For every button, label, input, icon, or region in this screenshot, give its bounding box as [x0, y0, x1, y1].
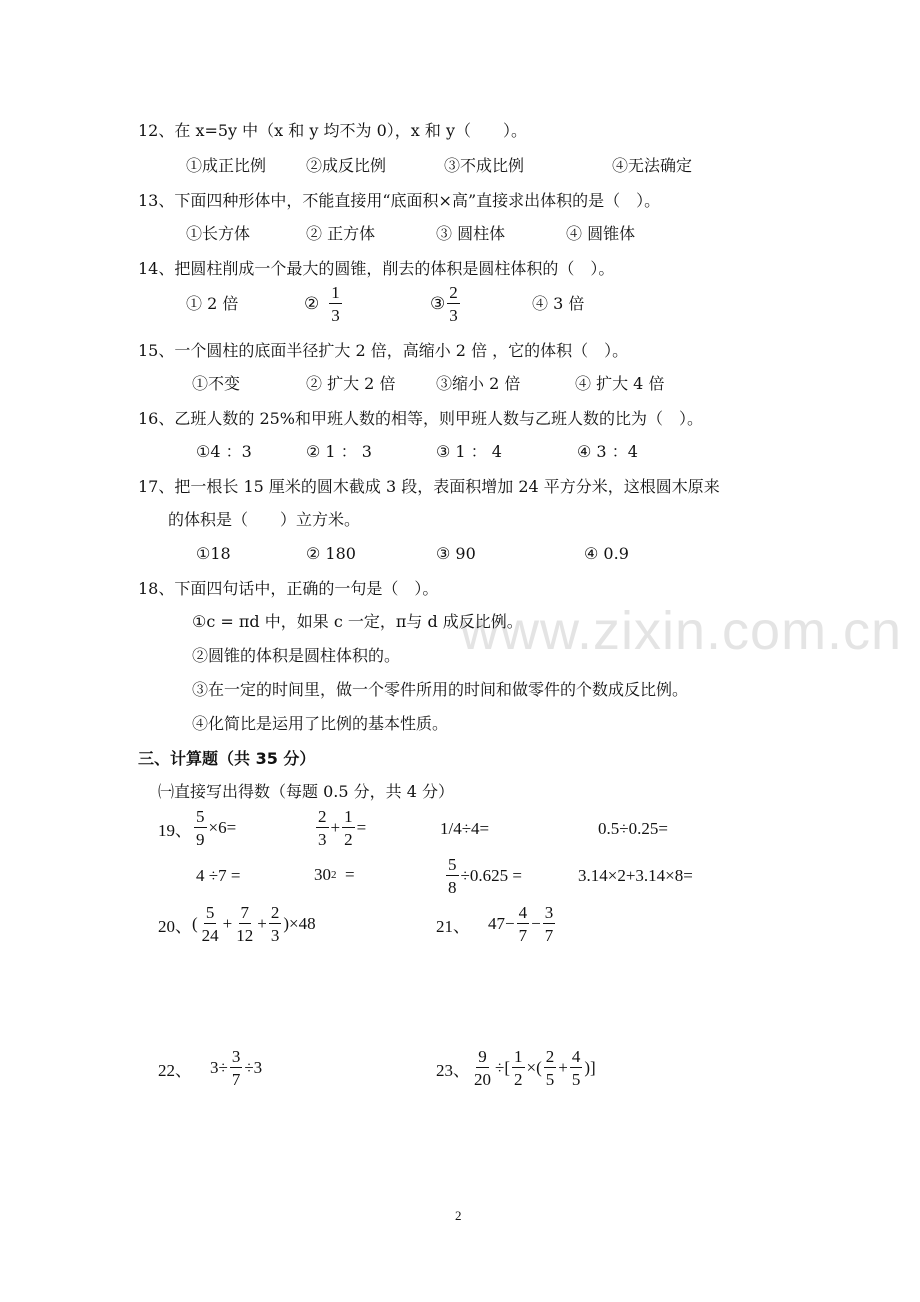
q15-option-2: ② 扩大 2 倍 — [306, 374, 396, 393]
fraction — [316, 808, 329, 848]
fraction-denominator: 24 — [201, 926, 219, 945]
fraction-numerator: 2 — [270, 903, 280, 922]
question-18-stem: 18、下面四句话中，正确的一句是（ ）。 — [138, 579, 439, 598]
fraction-numerator: 2 — [545, 1047, 555, 1066]
fraction-denominator: 2 — [514, 1070, 523, 1089]
calc-expression-7 — [444, 856, 522, 896]
fraction-denominator: 2 — [344, 830, 353, 849]
expression-head: 3÷ — [210, 1058, 228, 1077]
fraction — [200, 904, 221, 944]
fraction-denominator: 5 — [571, 1070, 581, 1089]
q14-option-3-marker: ③ — [430, 294, 446, 313]
fraction-numerator: 5 — [196, 807, 205, 826]
expression-tail: = — [356, 818, 367, 837]
q16-option-3: ③ 1 ： 4 — [436, 442, 502, 461]
fraction-numerator: 4 — [518, 903, 528, 922]
fraction-numerator: 1 — [514, 1047, 523, 1066]
section-3-title: 三、计算题（共 35 分） — [138, 749, 316, 768]
fraction-denominator: 3 — [331, 306, 340, 325]
operator: + — [558, 1058, 568, 1077]
q12-option-2: ②成反比例 — [306, 156, 387, 175]
expression-tail: ×6= — [208, 818, 237, 837]
fraction — [234, 904, 255, 944]
expression-tail: ÷0.625 = — [460, 866, 522, 885]
operator: − — [531, 914, 541, 933]
power-base: 30 — [314, 865, 331, 884]
fraction — [472, 1048, 493, 1088]
operator: + — [330, 818, 341, 837]
fraction-numerator: 5 — [448, 855, 457, 874]
question-22-label: 22、 — [158, 1060, 192, 1080]
fraction-numerator: 7 — [240, 903, 250, 922]
fraction-denominator: 7 — [518, 926, 528, 945]
fraction-denominator: 12 — [236, 926, 254, 945]
calc-expression-3: 1/4÷4= — [440, 819, 490, 838]
operator: ÷[ — [495, 1058, 510, 1077]
q17-option-2: ② 180 — [306, 544, 356, 563]
calc-expression-6 — [314, 865, 355, 885]
q18-option-4: ④化简比是运用了比例的基本性质。 — [192, 714, 449, 733]
fraction-denominator: 3 — [318, 830, 327, 849]
fraction — [269, 904, 282, 944]
operator: ×( — [526, 1058, 542, 1077]
page-number: 2 — [455, 1208, 462, 1223]
q14-option-2-fraction — [329, 284, 342, 324]
fraction-denominator: 5 — [545, 1070, 555, 1089]
fraction — [544, 1048, 557, 1088]
q13-option-2: ② 正方体 — [306, 224, 376, 243]
fraction-numerator: 3 — [231, 1047, 241, 1066]
fraction — [342, 808, 355, 848]
q16-option-2: ② 1 ： 3 — [306, 442, 372, 461]
expression-tail: ÷3 — [244, 1058, 263, 1077]
q16-option-1: ①4 ：3 — [196, 442, 252, 461]
q14-option-2-marker: ② — [304, 294, 320, 313]
fraction-numerator: 1 — [344, 807, 353, 826]
question-20-label: 20、 — [158, 916, 192, 936]
fraction — [230, 1048, 243, 1088]
q14-option-1: ① 2 倍 — [186, 294, 239, 313]
expression-tail: )×48 — [283, 914, 316, 933]
fraction-numerator: 5 — [205, 903, 215, 922]
q15-option-4: ④ 扩大 4 倍 — [575, 374, 665, 393]
q13-option-1: ①长方体 — [186, 224, 251, 243]
q16-option-4: ④ 3 ：4 — [577, 442, 638, 461]
calc-expression-4: 0.5÷0.25= — [598, 819, 668, 838]
watermark-text: www.zixin.com.cn — [460, 601, 903, 661]
q12-option-3: ③不成比例 — [444, 156, 525, 175]
question-17-stem-line-2: 的体积是（ ）立方米。 — [168, 510, 361, 529]
question-15-stem: 15、一个圆柱的底面半径扩大 2 倍，高缩小 2 倍 ，它的体积（ ）。 — [138, 341, 629, 360]
fraction-numerator: 3 — [544, 903, 554, 922]
calc-expression-1 — [158, 808, 236, 848]
calc-expression-8: 3.14×2+3.14×8= — [578, 866, 693, 885]
question-23-label: 23、 — [436, 1060, 470, 1080]
fraction-denominator: 9 — [196, 830, 205, 849]
fraction-denominator: 8 — [448, 878, 457, 897]
fraction — [543, 904, 556, 944]
fraction-denominator: 20 — [474, 1070, 491, 1089]
expression-tail: = — [336, 865, 355, 884]
question-23-expression — [436, 1048, 596, 1088]
q17-option-1: ①18 — [196, 544, 231, 563]
fraction-numerator: 2 — [449, 283, 458, 302]
power-exponent: 2 — [331, 869, 337, 881]
q13-option-3: ③ 圆柱体 — [436, 224, 506, 243]
fraction-denominator: 7 — [544, 926, 554, 945]
question-12-stem: 12、在 x=5y 中（x 和 y 均不为 0），x 和 y（ ）。 — [138, 121, 528, 140]
q12-option-1: ①成正比例 — [186, 156, 267, 175]
q15-option-3: ③缩小 2 倍 — [436, 374, 521, 393]
fraction-denominator: 7 — [231, 1070, 241, 1089]
fraction-denominator: 3 — [270, 926, 280, 945]
calc-expression-5: 4 ÷7 = — [196, 866, 241, 885]
q14-option-3 — [430, 284, 462, 324]
q15-option-1: ①不变 — [192, 374, 241, 393]
question-21-label: 21、 — [436, 916, 470, 936]
question-21-expression — [436, 904, 557, 944]
q14-option-4: ④ 3 倍 — [532, 294, 585, 313]
question-17-stem-line-1: 17、把一根长 15 厘米的圆木截成 3 段，表面积增加 24 平方分米，这根圆木原来 — [138, 477, 720, 496]
question-19-label: 19、 — [158, 820, 192, 840]
question-13-stem: 13、下面四种形体中，不能直接用“底面积×高”直接求出体积的是（ ）。 — [138, 191, 661, 210]
open-paren: ( — [192, 914, 198, 933]
expression-head: 47− — [488, 914, 515, 933]
q17-option-4: ④ 0.9 — [584, 544, 629, 563]
q13-option-4: ④ 圆锥体 — [566, 224, 636, 243]
calc-expression-2 — [314, 808, 366, 848]
operator: + — [257, 914, 267, 933]
q18-option-2: ②圆锥的体积是圆柱体积的。 — [192, 646, 401, 665]
q18-option-1: ①c = πd 中，如果 c 一定，π与 d 成反比例。 — [192, 612, 523, 631]
section-3-subsection-1: ㈠直接写出得数（每题 0.5 分，共 4 分） — [158, 782, 454, 801]
question-22-expression — [158, 1048, 262, 1088]
q17-option-3: ③ 90 — [436, 544, 476, 563]
question-14-stem: 14、把圆柱削成一个最大的圆锥，削去的体积是圆柱体积的（ ）。 — [138, 259, 615, 278]
fraction — [194, 808, 207, 848]
expression-tail: )] — [584, 1058, 596, 1077]
q12-option-4: ④无法确定 — [612, 156, 693, 175]
q18-option-3: ③在一定的时间里，做一个零件所用的时间和做零件的个数成反比例。 — [192, 680, 689, 699]
fraction-numerator: 2 — [318, 807, 327, 826]
fraction-denominator: 3 — [449, 306, 458, 325]
fraction — [570, 1048, 583, 1088]
fraction-numerator: 4 — [571, 1047, 581, 1066]
fraction-numerator: 1 — [331, 283, 340, 302]
fraction-numerator: 9 — [478, 1047, 487, 1066]
question-16-stem: 16、乙班人数的 25%和甲班人数的相等，则甲班人数与乙班人数的比为（ ）。 — [138, 409, 704, 428]
fraction — [446, 856, 459, 896]
q14-option-2 — [304, 284, 344, 324]
fraction — [512, 1048, 525, 1088]
q14-option-3-fraction — [447, 284, 460, 324]
operator: + — [222, 914, 233, 933]
question-20-expression — [158, 904, 316, 944]
fraction — [517, 904, 530, 944]
